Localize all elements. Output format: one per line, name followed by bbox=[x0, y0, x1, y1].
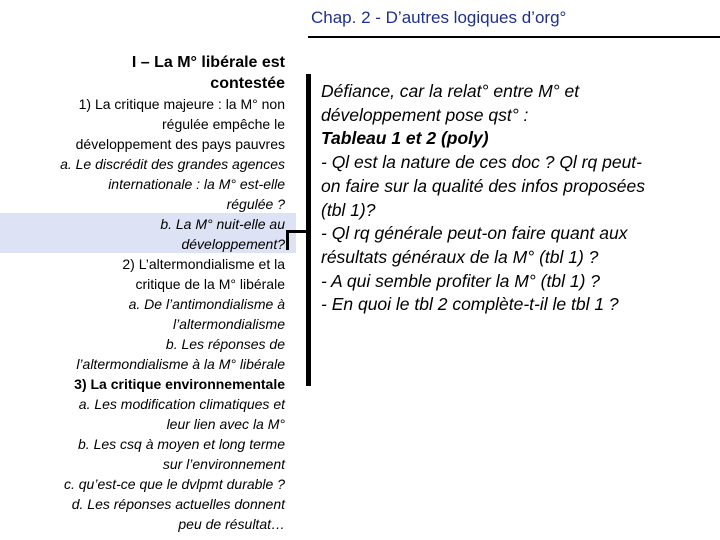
content-line-8: résultats généraux de la M° (tbl 1) ? bbox=[321, 246, 599, 267]
content-panel bbox=[321, 80, 717, 317]
item-2a-line-1: a. De l’antimondialisme à bbox=[128, 296, 285, 312]
item-2b-line-1: b. Les réponses de bbox=[165, 336, 285, 352]
content-line-10: - En quoi le tbl 2 complète-t-il le tbl 1 ? bbox=[321, 294, 619, 315]
content-line-2: développement pose qst° : bbox=[321, 104, 529, 125]
item-3b-line-1: b. Les csq à moyen et long terme bbox=[78, 436, 285, 452]
content-line-3: Tableau 1 et 2 (poly) bbox=[321, 128, 489, 149]
subsection-1-line-1: 1) La critique majeure : la M° non bbox=[78, 96, 285, 112]
item-3c: c. qu’est-ce que le dvlpmt durable ? bbox=[63, 476, 285, 492]
subsection-1-line-3: développement des pays pauvres bbox=[75, 136, 285, 152]
item-1b-line-1: b. La M° nuit-elle au bbox=[160, 216, 285, 232]
content-line-6: (tbl 1)? bbox=[321, 199, 376, 220]
section-title-line-1: I – La M° libérale est bbox=[131, 54, 285, 71]
outline-panel bbox=[0, 52, 285, 534]
subsection-1-line-2: régulée empêche le bbox=[162, 116, 285, 132]
content-line-7: - Ql rq générale peut-on faire quant aux bbox=[321, 223, 628, 244]
subsection-3: 3) La critique environnementale bbox=[74, 376, 285, 392]
vertical-divider bbox=[306, 74, 311, 386]
item-1a-line-2: internationale : la M° est-elle bbox=[108, 176, 285, 192]
item-1a-line-3: régulée ? bbox=[226, 196, 285, 212]
subsection-2-line-2: critique de la M° libérale bbox=[135, 276, 285, 292]
content-line-5: on faire sur la qualité des infos proposées bbox=[321, 175, 645, 196]
item-3a-line-1: a. Les modification climatiques et bbox=[78, 396, 285, 412]
pointer-bracket-horizontal bbox=[286, 230, 306, 233]
item-1b-line-2: développement? bbox=[181, 236, 285, 252]
content-line-9: - A qui semble profiter la M° (tbl 1) ? bbox=[321, 270, 600, 291]
chapter-title: Chap. 2 - D’autres logiques d’org° bbox=[311, 8, 567, 27]
item-3b-line-2: sur l’environnement bbox=[162, 456, 285, 472]
item-2a-line-2: l’altermondialisme bbox=[172, 316, 285, 332]
item-3d-line-2: peu de résultat… bbox=[178, 516, 285, 532]
subsection-2-line-1: 2) L’altermondialisme et la bbox=[122, 256, 285, 272]
item-3d-line-1: d. Les réponses actuelles donnent bbox=[71, 496, 285, 512]
pointer-bracket-vertical bbox=[286, 230, 289, 250]
section-title-line-2: contestée bbox=[210, 75, 285, 92]
header-divider bbox=[308, 36, 720, 38]
content-line-1: Défiance, car la relat° entre M° et bbox=[321, 81, 580, 101]
item-3a-line-2: leur lien avec la M° bbox=[166, 416, 285, 432]
item-2b-line-2: l’altermondialisme à la M° libérale bbox=[76, 356, 285, 372]
content-line-4: - Ql est la nature de ces doc ? Ql rq peut- bbox=[321, 152, 642, 173]
item-1a-line-1: a. Le discrédit des grandes agences bbox=[60, 156, 285, 172]
